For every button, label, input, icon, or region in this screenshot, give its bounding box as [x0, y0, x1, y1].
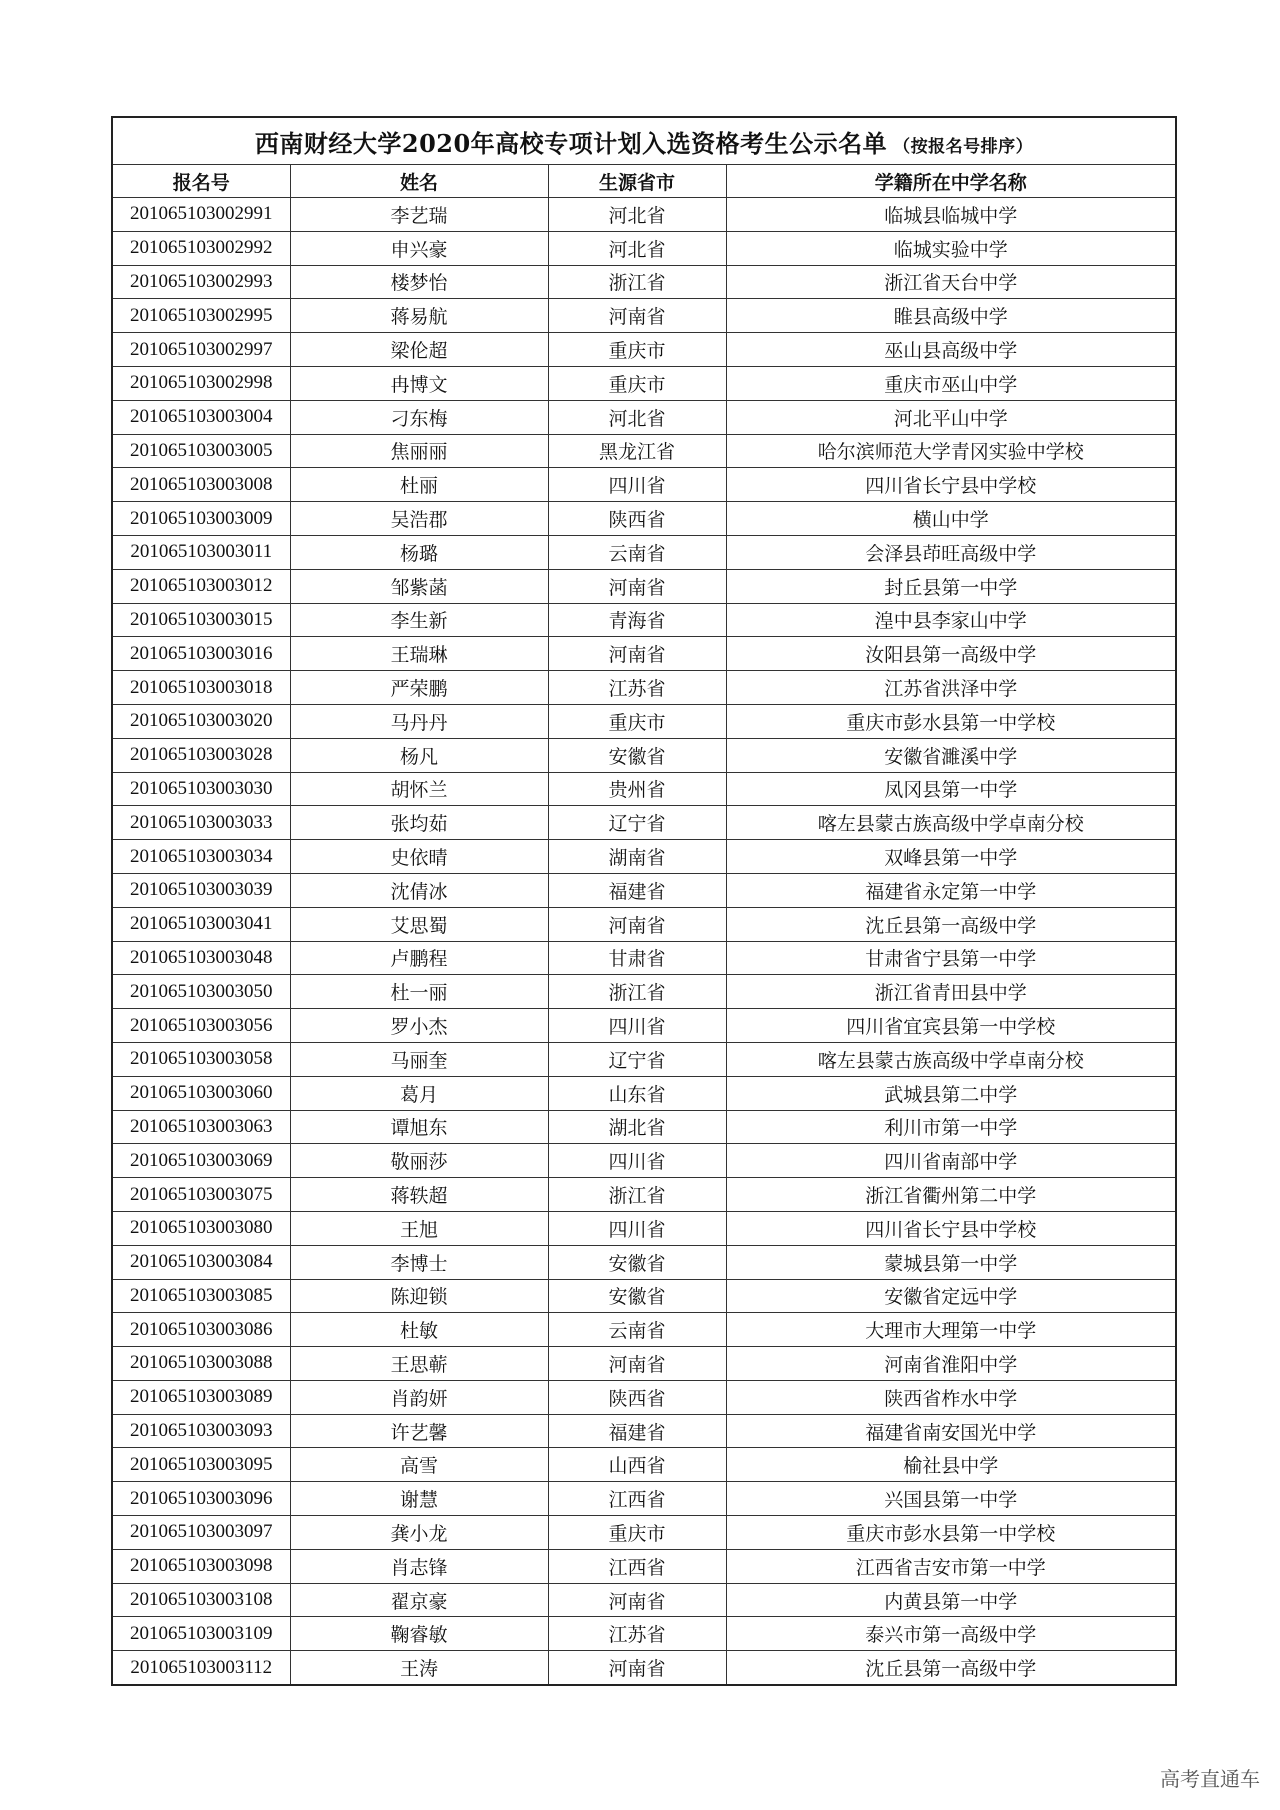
registration-number-cell: 201065103003060 [112, 1076, 290, 1110]
registration-number-cell: 201065103003056 [112, 1009, 290, 1043]
registration-number-cell: 201065103003015 [112, 603, 290, 637]
province-cell: 贵州省 [548, 772, 726, 806]
table-row [112, 434, 1176, 468]
school-cell: 江西省吉安市第一中学 [726, 1549, 1176, 1583]
school-cell: 巫山县高级中学 [726, 333, 1176, 367]
name-cell: 翟京豪 [290, 1583, 548, 1617]
table-row [112, 366, 1176, 400]
province-cell: 四川省 [548, 468, 726, 502]
province-cell: 江苏省 [548, 671, 726, 705]
watermark-text: 高考直通车 [1160, 1767, 1260, 1791]
registration-number-cell: 201065103003097 [112, 1516, 290, 1550]
registration-number-cell: 201065103003004 [112, 400, 290, 434]
name-cell: 王瑞琳 [290, 637, 548, 671]
province-cell: 江苏省 [548, 1617, 726, 1651]
province-cell: 云南省 [548, 1313, 726, 1347]
school-cell: 甘肃省宁县第一中学 [726, 941, 1176, 975]
name-cell: 高雪 [290, 1448, 548, 1482]
table-row [112, 1516, 1176, 1550]
name-cell: 罗小杰 [290, 1009, 548, 1043]
table-row [112, 1313, 1176, 1347]
registration-number-cell: 201065103003063 [112, 1110, 290, 1144]
registration-number-cell: 201065103003098 [112, 1549, 290, 1583]
registration-number-cell: 201065103003058 [112, 1042, 290, 1076]
province-cell: 河北省 [548, 231, 726, 265]
school-cell: 浙江省天台中学 [726, 265, 1176, 299]
province-cell: 河南省 [548, 1583, 726, 1617]
table-row [112, 1414, 1176, 1448]
name-cell: 严荣鹏 [290, 671, 548, 705]
registration-number-cell: 201065103002998 [112, 366, 290, 400]
name-cell: 艾思蜀 [290, 907, 548, 941]
document-title: 西南财经大学2020年高校专项计划入选资格考生公示名单 [254, 128, 888, 158]
school-cell: 横山中学 [726, 502, 1176, 536]
registration-number-cell: 201065103003028 [112, 738, 290, 772]
school-cell: 利川市第一中学 [726, 1110, 1176, 1144]
province-cell: 湖南省 [548, 840, 726, 874]
province-cell: 河南省 [548, 907, 726, 941]
column-header-province: 生源省市 [548, 165, 726, 198]
name-cell: 马丽奎 [290, 1042, 548, 1076]
province-cell: 福建省 [548, 873, 726, 907]
province-cell: 江西省 [548, 1549, 726, 1583]
school-cell: 沈丘县第一高级中学 [726, 1651, 1176, 1685]
registration-number-cell: 201065103003095 [112, 1448, 290, 1482]
province-cell: 重庆市 [548, 1516, 726, 1550]
registration-number-cell: 201065103002995 [112, 299, 290, 333]
school-cell: 睢县高级中学 [726, 299, 1176, 333]
school-cell: 福建省永定第一中学 [726, 873, 1176, 907]
name-cell: 卢鹏程 [290, 941, 548, 975]
school-cell: 封丘县第一中学 [726, 569, 1176, 603]
table-body [112, 198, 1176, 1686]
registration-number-cell: 201065103003030 [112, 772, 290, 806]
school-cell: 四川省南部中学 [726, 1144, 1176, 1178]
table-row [112, 400, 1176, 434]
province-cell: 四川省 [548, 1144, 726, 1178]
school-cell: 河南省淮阳中学 [726, 1347, 1176, 1381]
column-header-name: 姓名 [290, 165, 548, 198]
registration-number-cell: 201065103003075 [112, 1178, 290, 1212]
registration-number-cell: 201065103003018 [112, 671, 290, 705]
province-cell: 安徽省 [548, 1279, 726, 1313]
name-cell: 杨璐 [290, 535, 548, 569]
column-header-row [112, 165, 1176, 198]
title-row [112, 117, 1176, 165]
name-cell: 梁伦超 [290, 333, 548, 367]
province-cell: 河南省 [548, 299, 726, 333]
name-cell: 邹紫菡 [290, 569, 548, 603]
registration-number-cell: 201065103003050 [112, 975, 290, 1009]
school-cell: 大理市大理第一中学 [726, 1313, 1176, 1347]
name-cell: 王思蕲 [290, 1347, 548, 1381]
school-cell: 临城实验中学 [726, 231, 1176, 265]
name-cell: 谭旭东 [290, 1110, 548, 1144]
table-row [112, 975, 1176, 1009]
table-row [112, 941, 1176, 975]
name-cell: 楼梦怡 [290, 265, 548, 299]
table-row [112, 1178, 1176, 1212]
registration-number-cell: 201065103002991 [112, 198, 290, 232]
registration-number-cell: 201065103003109 [112, 1617, 290, 1651]
province-cell: 河北省 [548, 400, 726, 434]
table-row [112, 265, 1176, 299]
name-cell: 冉博文 [290, 366, 548, 400]
province-cell: 黑龙江省 [548, 434, 726, 468]
name-cell: 鞠睿敏 [290, 1617, 548, 1651]
name-cell: 葛月 [290, 1076, 548, 1110]
name-cell: 李艺瑞 [290, 198, 548, 232]
province-cell: 福建省 [548, 1414, 726, 1448]
table-row [112, 1042, 1176, 1076]
registration-number-cell: 201065103003011 [112, 535, 290, 569]
table-row [112, 299, 1176, 333]
table-row [112, 671, 1176, 705]
table-row [112, 468, 1176, 502]
registration-number-cell: 201065103003089 [112, 1380, 290, 1414]
name-cell: 杜丽 [290, 468, 548, 502]
province-cell: 辽宁省 [548, 806, 726, 840]
province-cell: 甘肃省 [548, 941, 726, 975]
school-cell: 四川省长宁县中学校 [726, 1211, 1176, 1245]
province-cell: 河南省 [548, 637, 726, 671]
registration-number-cell: 201065103003085 [112, 1279, 290, 1313]
registration-number-cell: 201065103003084 [112, 1245, 290, 1279]
registration-number-cell: 201065103003088 [112, 1347, 290, 1381]
province-cell: 安徽省 [548, 738, 726, 772]
school-cell: 福建省南安国光中学 [726, 1414, 1176, 1448]
school-cell: 重庆市彭水县第一中学校 [726, 1516, 1176, 1550]
table-row [112, 873, 1176, 907]
school-cell: 重庆市彭水县第一中学校 [726, 704, 1176, 738]
registration-number-cell: 201065103003041 [112, 907, 290, 941]
school-cell: 汝阳县第一高级中学 [726, 637, 1176, 671]
school-cell: 河北平山中学 [726, 400, 1176, 434]
table-row [112, 1144, 1176, 1178]
table-row [112, 637, 1176, 671]
registration-number-cell: 201065103002992 [112, 231, 290, 265]
name-cell: 肖志锋 [290, 1549, 548, 1583]
school-cell: 哈尔滨师范大学青冈实验中学校 [726, 434, 1176, 468]
school-cell: 会泽县茚旺高级中学 [726, 535, 1176, 569]
province-cell: 河南省 [548, 569, 726, 603]
province-cell: 山西省 [548, 1448, 726, 1482]
registration-number-cell: 201065103003080 [112, 1211, 290, 1245]
registration-number-cell: 201065103003034 [112, 840, 290, 874]
school-cell: 安徽省濉溪中学 [726, 738, 1176, 772]
school-cell: 蒙城县第一中学 [726, 1245, 1176, 1279]
table-row [112, 569, 1176, 603]
school-cell: 四川省长宁县中学校 [726, 468, 1176, 502]
registration-number-cell: 201065103003039 [112, 873, 290, 907]
registration-number-cell: 201065103003093 [112, 1414, 290, 1448]
province-cell: 河北省 [548, 198, 726, 232]
name-cell: 胡怀兰 [290, 772, 548, 806]
province-cell: 重庆市 [548, 366, 726, 400]
registration-number-cell: 201065103003069 [112, 1144, 290, 1178]
registration-number-cell: 201065103003096 [112, 1482, 290, 1516]
province-cell: 浙江省 [548, 265, 726, 299]
table-row [112, 1279, 1176, 1313]
column-header-school: 学籍所在中学名称 [726, 165, 1176, 198]
school-cell: 凤冈县第一中学 [726, 772, 1176, 806]
registration-number-cell: 201065103003048 [112, 941, 290, 975]
name-cell: 龚小龙 [290, 1516, 548, 1550]
school-cell: 兴国县第一中学 [726, 1482, 1176, 1516]
name-cell: 杨凡 [290, 738, 548, 772]
table-row [112, 535, 1176, 569]
name-cell: 王旭 [290, 1211, 548, 1245]
school-cell: 浙江省青田县中学 [726, 975, 1176, 1009]
table-row [112, 1076, 1176, 1110]
table-row [112, 1110, 1176, 1144]
table-row [112, 603, 1176, 637]
province-cell: 四川省 [548, 1211, 726, 1245]
province-cell: 陕西省 [548, 502, 726, 536]
registration-number-cell: 201065103003086 [112, 1313, 290, 1347]
school-cell: 内黄县第一中学 [726, 1583, 1176, 1617]
name-cell: 陈迎锁 [290, 1279, 548, 1313]
name-cell: 马丹丹 [290, 704, 548, 738]
table-row [112, 1651, 1176, 1685]
province-cell: 辽宁省 [548, 1042, 726, 1076]
table-row [112, 1482, 1176, 1516]
school-cell: 陕西省柞水中学 [726, 1380, 1176, 1414]
table-row [112, 1245, 1176, 1279]
province-cell: 安徽省 [548, 1245, 726, 1279]
registration-number-cell: 201065103002997 [112, 333, 290, 367]
province-cell: 重庆市 [548, 333, 726, 367]
document-title-cell [112, 117, 1176, 165]
province-cell: 湖北省 [548, 1110, 726, 1144]
name-cell: 史依晴 [290, 840, 548, 874]
name-cell: 吴浩郡 [290, 502, 548, 536]
province-cell: 陕西省 [548, 1380, 726, 1414]
name-cell: 谢慧 [290, 1482, 548, 1516]
province-cell: 云南省 [548, 535, 726, 569]
column-header-registration-number: 报名号 [112, 165, 290, 198]
school-cell: 喀左县蒙古族高级中学卓南分校 [726, 1042, 1176, 1076]
registration-number-cell: 201065103003112 [112, 1651, 290, 1685]
registration-number-cell: 201065103003016 [112, 637, 290, 671]
name-cell: 张均茹 [290, 806, 548, 840]
table-row [112, 1380, 1176, 1414]
document-title-note: （按报名号排序） [893, 136, 1034, 157]
table-row [112, 231, 1176, 265]
name-cell: 蒋易航 [290, 299, 548, 333]
school-cell: 喀左县蒙古族高级中学卓南分校 [726, 806, 1176, 840]
province-cell: 河南省 [548, 1651, 726, 1685]
registration-number-cell: 201065103003009 [112, 502, 290, 536]
school-cell: 湟中县李家山中学 [726, 603, 1176, 637]
name-cell: 杜敏 [290, 1313, 548, 1347]
registration-number-cell: 201065103003005 [112, 434, 290, 468]
registration-number-cell: 201065103003012 [112, 569, 290, 603]
table-row [112, 333, 1176, 367]
province-cell: 江西省 [548, 1482, 726, 1516]
province-cell: 山东省 [548, 1076, 726, 1110]
province-cell: 重庆市 [548, 704, 726, 738]
table-row [112, 840, 1176, 874]
registration-number-cell: 201065103003033 [112, 806, 290, 840]
school-cell: 双峰县第一中学 [726, 840, 1176, 874]
table-row [112, 806, 1176, 840]
school-cell: 重庆市巫山中学 [726, 366, 1176, 400]
table-row [112, 704, 1176, 738]
name-cell: 杜一丽 [290, 975, 548, 1009]
table-row [112, 907, 1176, 941]
registration-number-cell: 201065103003020 [112, 704, 290, 738]
table-row [112, 1448, 1176, 1482]
name-cell: 李生新 [290, 603, 548, 637]
name-cell: 许艺馨 [290, 1414, 548, 1448]
table-row [112, 198, 1176, 232]
province-cell: 四川省 [548, 1009, 726, 1043]
school-cell: 安徽省定远中学 [726, 1279, 1176, 1313]
name-cell: 沈倩冰 [290, 873, 548, 907]
province-cell: 浙江省 [548, 975, 726, 1009]
registration-number-cell: 201065103003008 [112, 468, 290, 502]
school-cell: 武城县第二中学 [726, 1076, 1176, 1110]
school-cell: 江苏省洪泽中学 [726, 671, 1176, 705]
table-row [112, 1211, 1176, 1245]
school-cell: 四川省宜宾县第一中学校 [726, 1009, 1176, 1043]
table-row [112, 738, 1176, 772]
table-row [112, 1347, 1176, 1381]
registration-number-cell: 201065103003108 [112, 1583, 290, 1617]
table-row [112, 1549, 1176, 1583]
school-cell: 泰兴市第一高级中学 [726, 1617, 1176, 1651]
school-cell: 浙江省衢州第二中学 [726, 1178, 1176, 1212]
name-cell: 王涛 [290, 1651, 548, 1685]
table-row [112, 772, 1176, 806]
table-row [112, 502, 1176, 536]
table-row [112, 1009, 1176, 1043]
name-cell: 敬丽莎 [290, 1144, 548, 1178]
school-cell: 沈丘县第一高级中学 [726, 907, 1176, 941]
name-cell: 蒋轶超 [290, 1178, 548, 1212]
school-cell: 榆社县中学 [726, 1448, 1176, 1482]
province-cell: 河南省 [548, 1347, 726, 1381]
name-cell: 刁东梅 [290, 400, 548, 434]
registration-number-cell: 201065103002993 [112, 265, 290, 299]
table-row [112, 1583, 1176, 1617]
name-cell: 申兴豪 [290, 231, 548, 265]
province-cell: 浙江省 [548, 1178, 726, 1212]
school-cell: 临城县临城中学 [726, 198, 1176, 232]
province-cell: 青海省 [548, 603, 726, 637]
candidate-list-table [111, 116, 1177, 1686]
name-cell: 焦丽丽 [290, 434, 548, 468]
name-cell: 李博士 [290, 1245, 548, 1279]
table-row [112, 1617, 1176, 1651]
name-cell: 肖韵妍 [290, 1380, 548, 1414]
